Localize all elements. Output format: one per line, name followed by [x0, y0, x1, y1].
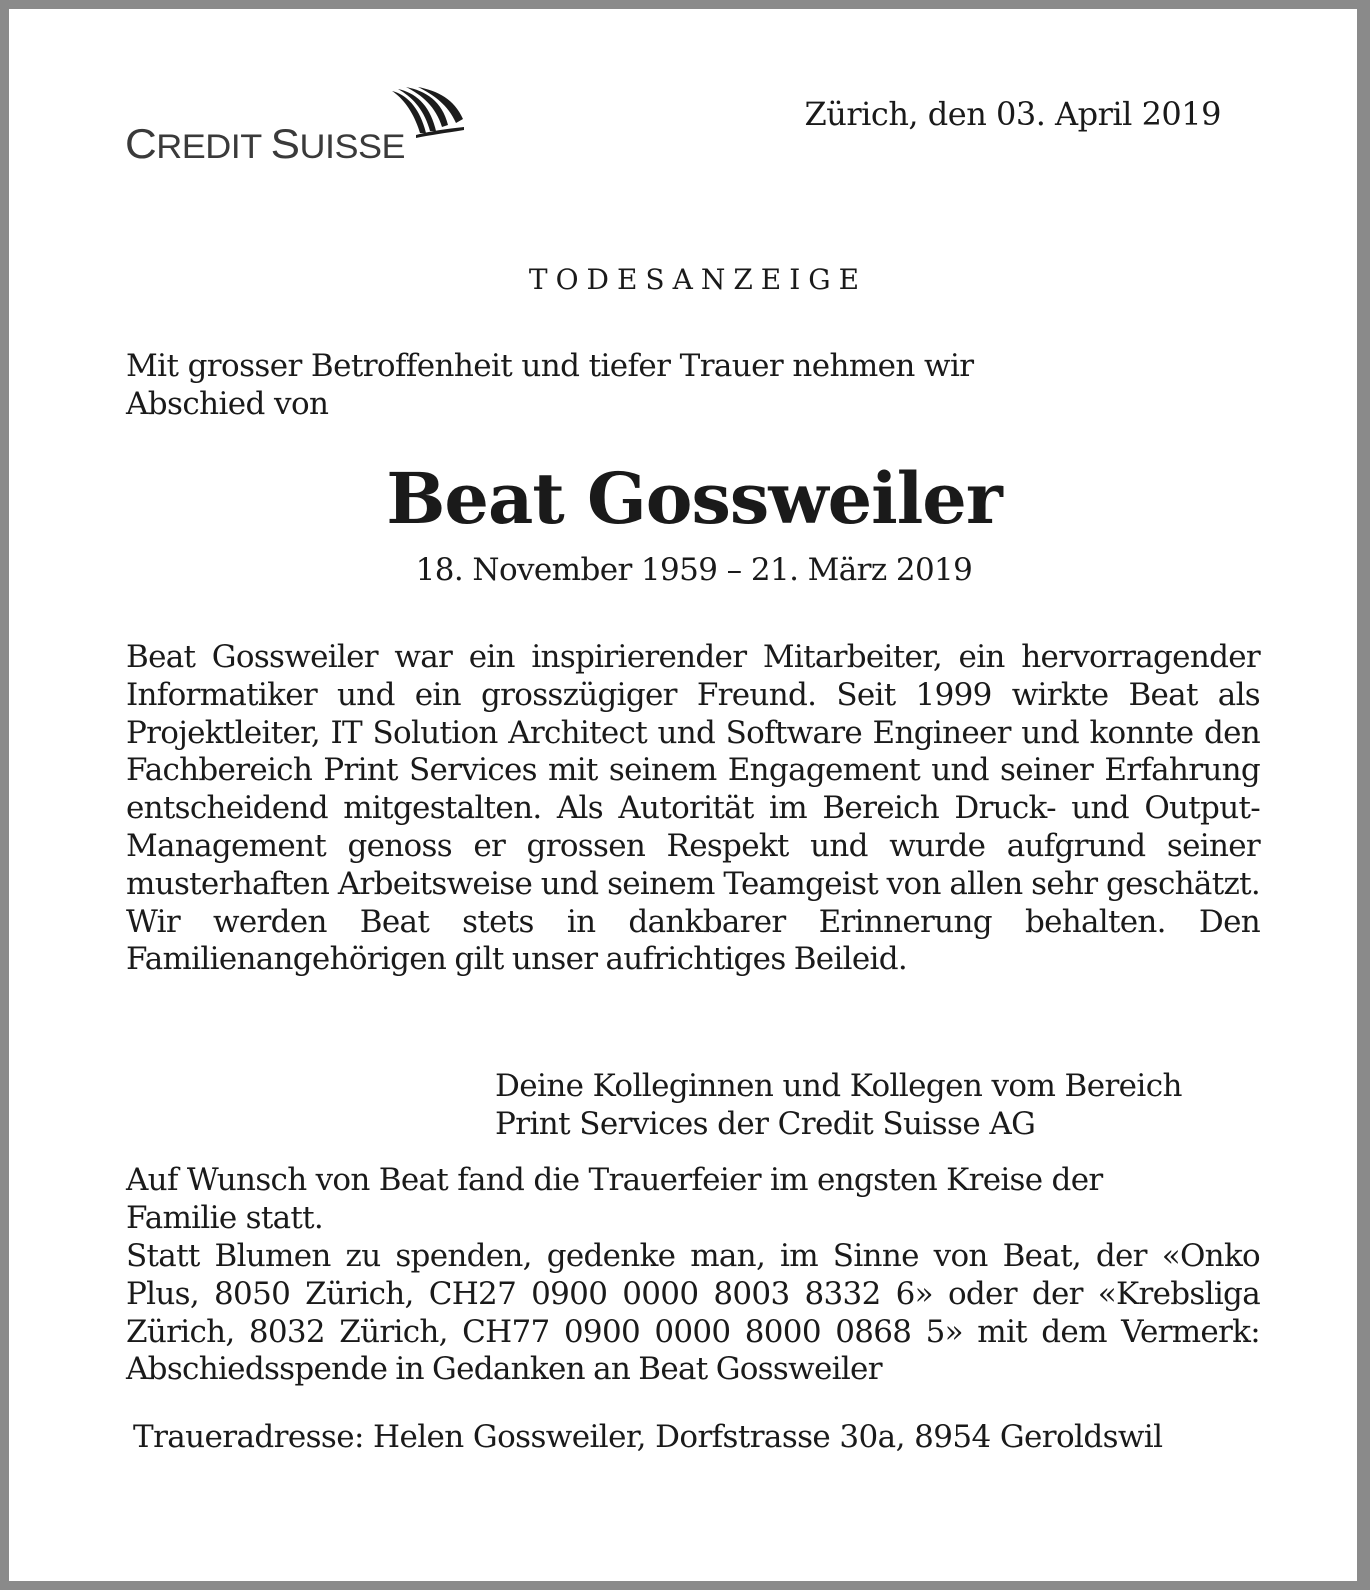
credit-suisse-logo — [125, 87, 465, 169]
funeral-note — [126, 1162, 1260, 1238]
lifespan-dates: 18. November 1959 – 21. März 2019 — [415, 552, 973, 588]
signature-line: Deine Kolleginnen und Kollegen vom Bereich — [495, 1068, 1182, 1104]
tribute-paragraph: Beat Gossweiler war ein inspirierender Mitarbeiter, ein hervorragender Informatiker und ein grosszügiger Freund. Seit 1999 wirkte Beat als Projektleiter, IT Solution Architect und Software Engineer und konnte den Fachbereich Print Services mit seinem Engagement und seiner Erfahrung entscheidend mitgestalten. Als Autorität im Bereich Druck- und Output-Management genoss er grossen Respekt und wurde aufgrund seiner musterhaften Arbeitsweise und seinem Teamgeist von allen sehr geschätzt. Wir werden Beat stets in dankbarer Erinnerung behalten. Den Familienangehörigen gilt unser aufrichtiges Beileid. — [126, 639, 1260, 978]
deceased-name: Beat Gossweiler — [386, 457, 1002, 540]
signature-line: Print Services der Credit Suisse AG — [495, 1106, 1036, 1142]
notice-heading: TODESANZEIGE — [528, 263, 868, 296]
mourning-address: Traueradresse: Helen Gossweiler, Dorfstrasse 30a, 8954 Geroldswil — [133, 1419, 1163, 1455]
notice-date: Zürich, den 03. April 2019 — [804, 95, 1221, 133]
signature-block — [495, 1067, 1275, 1143]
logo-wordmark: CREDIT SUISSE — [125, 121, 406, 168]
funeral-text: Auf Wunsch von Beat fand die Trauerfeier im engsten Kreise der Familie statt. — [126, 1162, 1103, 1236]
intro-text: Mit grosser Betroffenheit und tiefer Trauer nehmen wir Abschied von — [126, 348, 974, 422]
donation-note: Statt Blumen zu spenden, gedenke man, im Sinne von Beat, der «Onko Plus, 8050 Zürich, CH27 0900 0000 8003 8332 6» oder der «Krebsliga Zürich, 8032 Zürich, CH77 0900 0000 8000 0868 5» mit dem Vermerk: Abschiedsspende in Gedanken an Beat Gossweiler — [126, 1238, 1260, 1388]
